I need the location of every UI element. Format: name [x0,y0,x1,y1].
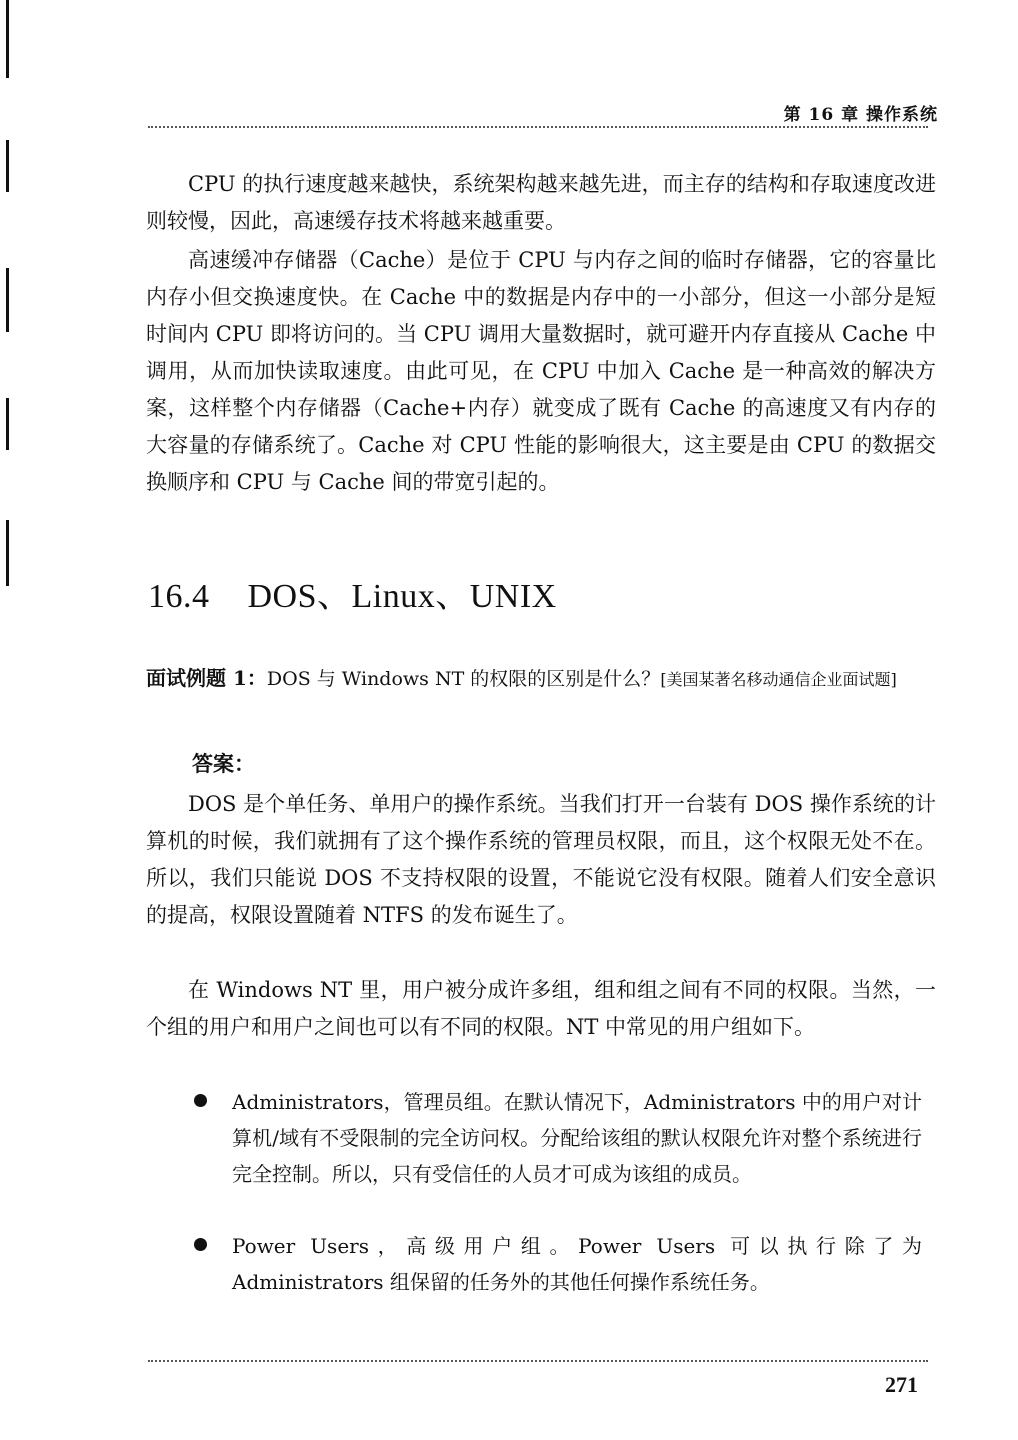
interview-question [146,660,936,698]
intro-paragraph-1: CPU 的执行速度越来越快，系统架构越来越先进，而主存的结构和存取速度改进则较慢，因此，高速缓存技术将越来越重要。 [146,172,936,233]
answer-label: 答案： [192,751,255,776]
section-heading [148,568,557,617]
running-header: 第 16 章 操作系统 [783,105,938,125]
page-number: 271 [885,1372,918,1397]
header-rule [148,126,928,128]
scan-edge-mark [6,140,9,192]
scan-edge-mark [6,268,9,332]
bullet-icon [194,1238,207,1251]
bullet-icon [194,1094,207,1107]
intro-paragraph-2: 高速缓冲存储器（Cache）是位于 CPU 与内存之间的临时存储器，它的容量比内存小但交换速度快。在 Cache 中的数据是内存中的一小部分，但这一小部分是短时间内 CPU 即将访问的。当 CPU 调用大量数据时，就可避开内存直接从 Cache 中调用，从而加快读取速度。由此可见，在 CPU 中加入 Cache 是一种高效的解决方案，这样整个内存储器（Cache+内存）就变成了既有 Cache 的高速度又有内存的大容量的存储系统了。Cache 对 CPU 性能的影响很大，这主要是由 CPU 的数据交换顺序和 CPU 与 Cache 间的带宽引起的。 [146,248,936,494]
scan-edge-mark [6,0,9,78]
bullet-item-administrators: Administrators，管理员组。在默认情况下，Administrators 中的用户对计算机/域有不受限制的完全访问权。分配给该组的默认权限允许对整个系统进行完全控制。所以，只有受信任的人员才可成为该组的成员。 [232,1090,922,1186]
bullet-item-power-users: Power Users，高级用户组。Power Users 可以执行除了为 Administrators 组保留的任务外的其他任何操作系统任务。 [232,1234,922,1294]
section-number: 16.4 [148,578,210,615]
footer-rule [148,1360,928,1362]
scan-edge-mark [6,520,9,586]
question-label: 面试例题 1： [146,666,267,690]
question-source: [美国某著名移动通信企业面试题] [660,670,897,689]
section-title: DOS、Linux、UNIX [247,578,557,615]
question-text: DOS 与 Windows NT 的权限的区别是什么？ [266,668,661,690]
answer-paragraph-1: DOS 是个单任务、单用户的操作系统。当我们打开一台装有 DOS 操作系统的计算机的时候，我们就拥有了这个操作系统的管理员权限，而且，这个权限无处不在。所以，我们只能说 DOS 不支持权限的设置，不能说它没有权限。随着人们安全意识的提高，权限设置随着 NTFS 的发布诞生了。 [146,792,936,927]
scan-edge-mark [6,398,9,450]
answer-paragraph-2: 在 Windows NT 里，用户被分成许多组，组和组之间有不同的权限。当然，一个组的用户和用户之间也可以有不同的权限。NT 中常见的用户组如下。 [146,978,936,1039]
